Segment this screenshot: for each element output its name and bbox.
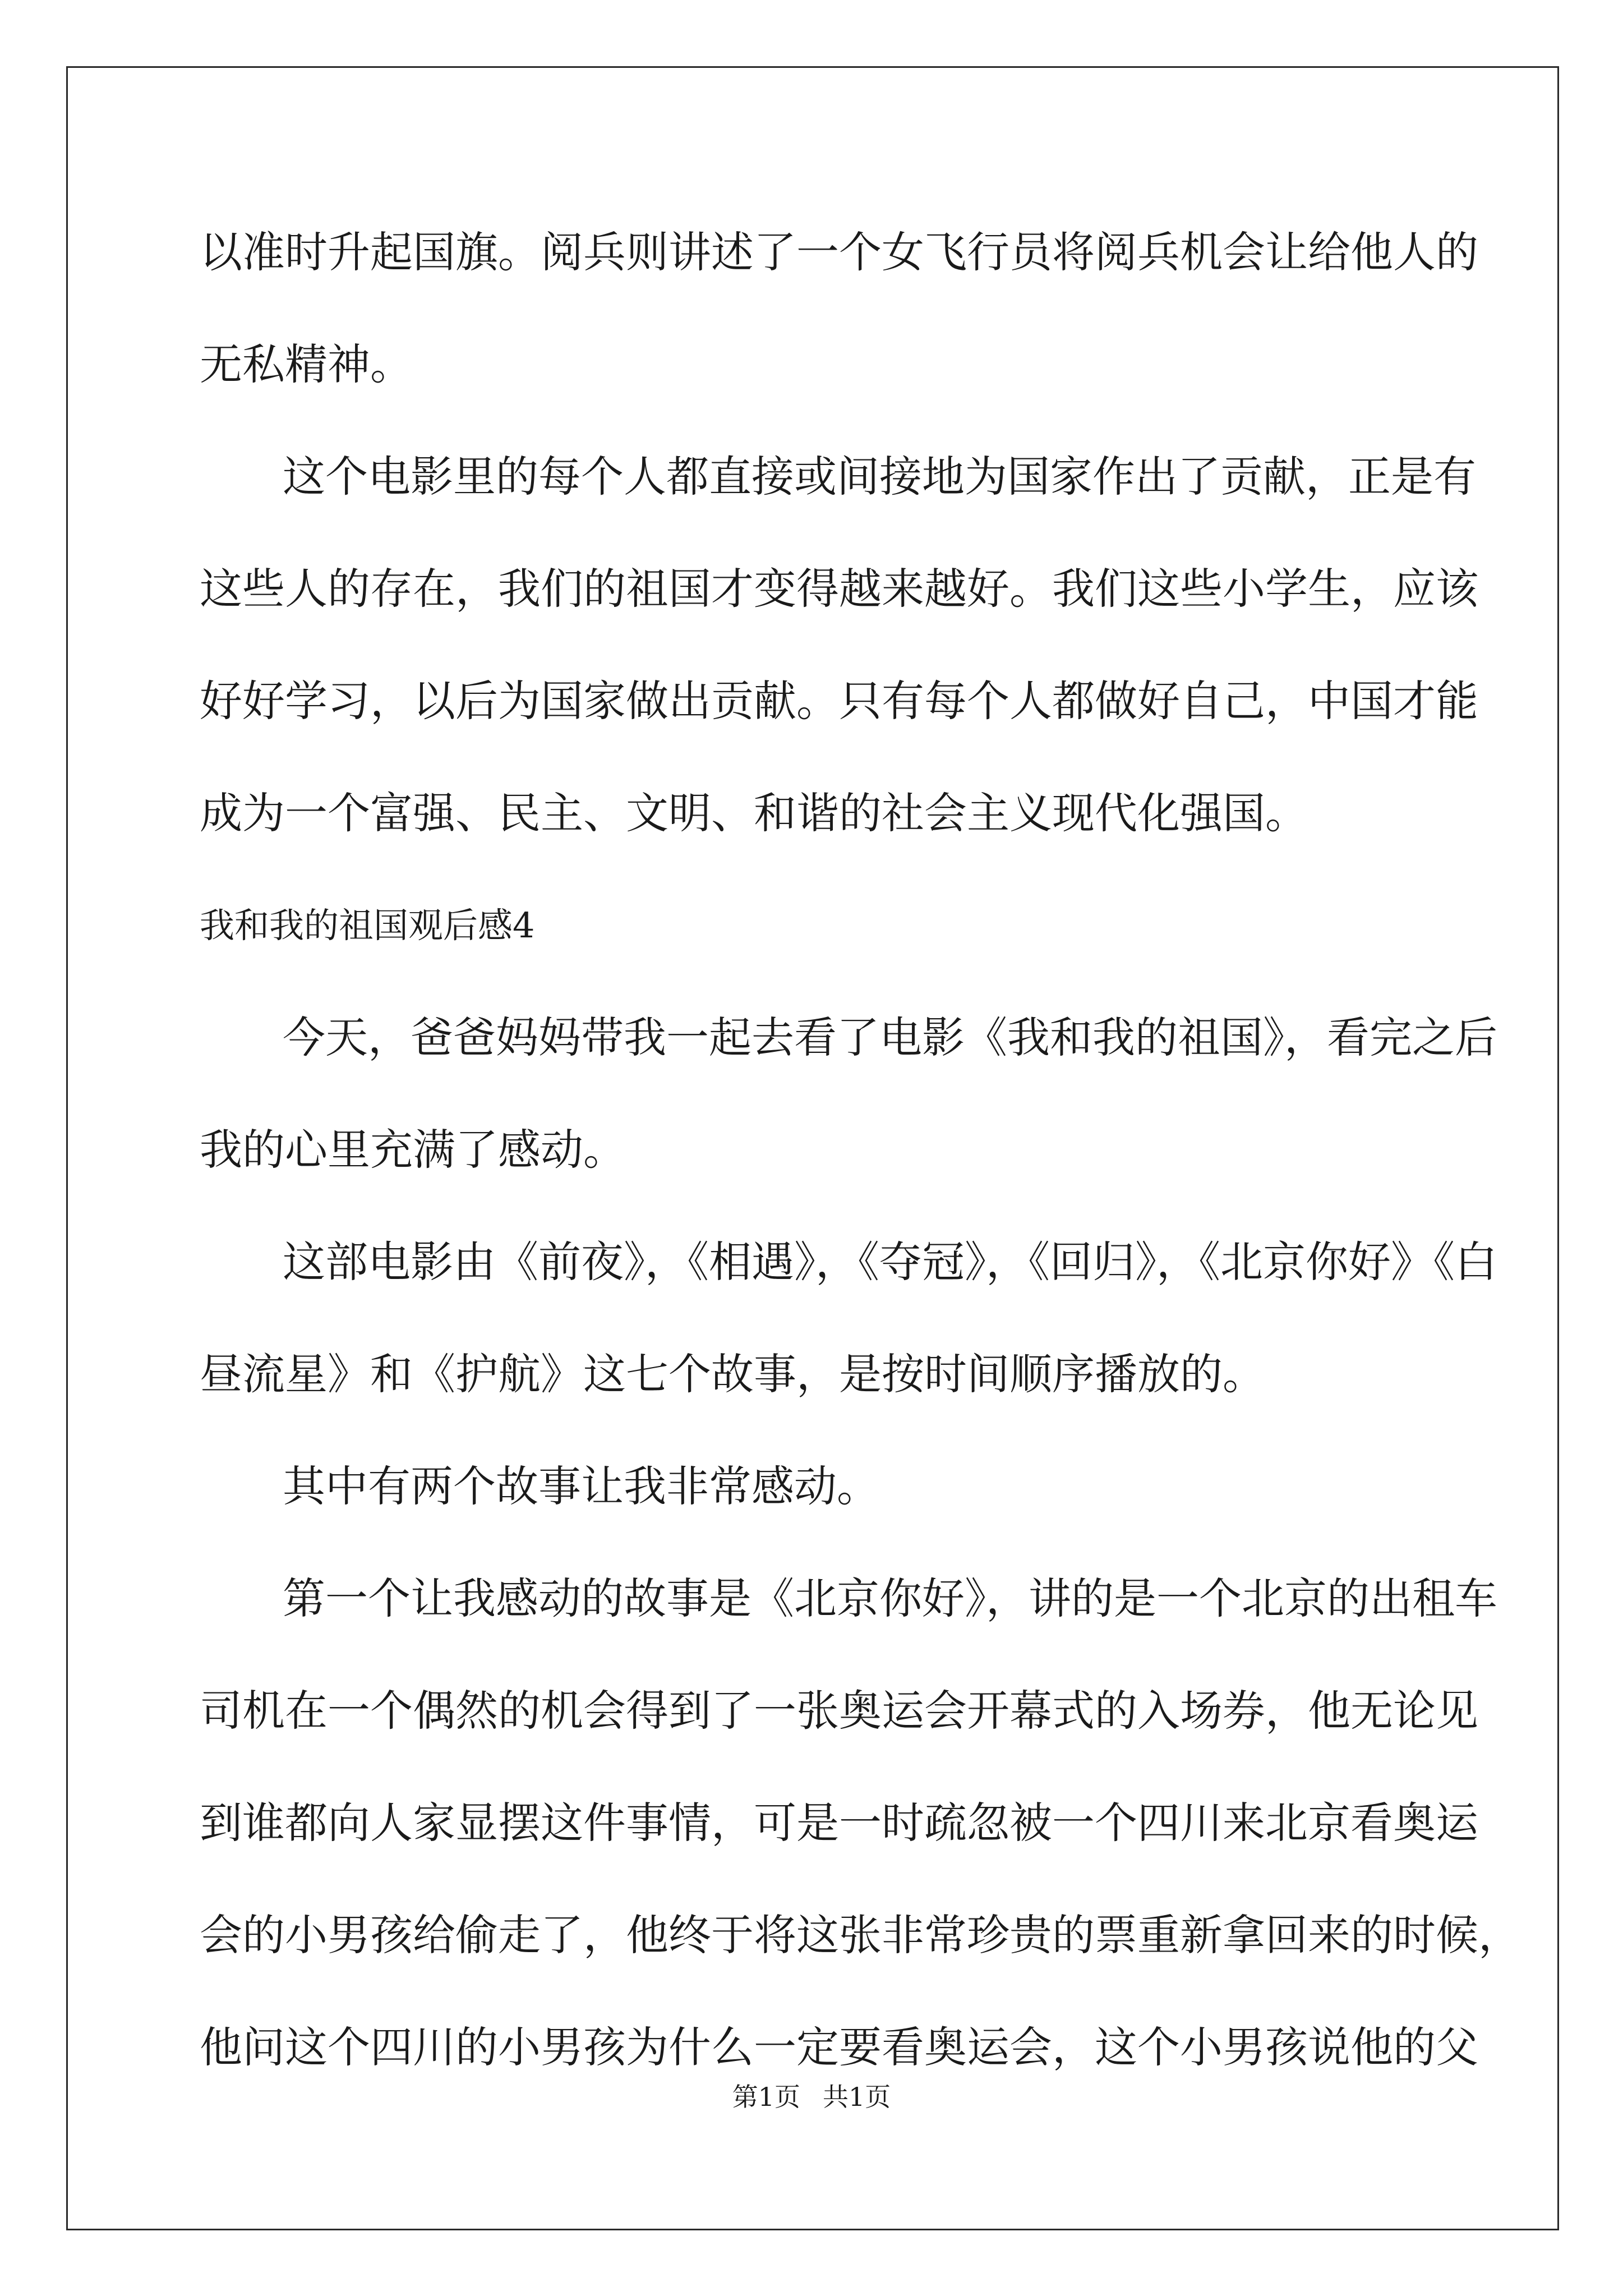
- text-line-10: 这部电影由《前夜》，《相遇》，《夺冠》，《回归》，《北京你好》《白: [283, 1237, 1497, 1287]
- text-line-5: 好好学习，以后为国家做出贡献。只有每个人都做好自己，中国才能: [200, 676, 1478, 726]
- text-line-15: 到谁都向人家显摆这件事情，可是一时疏忽被一个四川来北京看奥运: [200, 1798, 1478, 1848]
- page-number: 第1页: [732, 2082, 800, 2112]
- text-line-6: 成为一个富强、民主、文明、和谐的社会主义现代化强国。: [200, 788, 1308, 838]
- text-line-12: 其中有两个故事让我非常感动。: [283, 1461, 879, 1511]
- text-line-11: 昼流星》和《护航》这七个故事，是按时间顺序播放的。: [200, 1349, 1265, 1399]
- text-line-14: 司机在一个偶然的机会得到了一张奥运会开幕式的入场券，他无论见: [200, 1686, 1478, 1736]
- text-line-4: 这些人的存在，我们的祖国才变得越来越好。我们这些小学生，应该: [200, 564, 1478, 614]
- page-total: 共1页: [823, 2082, 891, 2112]
- text-line-9: 我的心里充满了感动。: [200, 1125, 626, 1175]
- page-footer: [0, 2077, 1623, 2114]
- section-heading: 我和我的祖国观后感4: [200, 905, 535, 946]
- text-line-17: 他问这个四川的小男孩为什么一定要看奥运会，这个小男孩说他的父: [200, 2022, 1478, 2072]
- text-line-8: 今天，爸爸妈妈带我一起去看了电影《我和我的祖国》，看完之后: [283, 1013, 1497, 1062]
- text-line-2: 无私精神。: [200, 339, 413, 389]
- text-line-16: 会的小男孩给偷走了，他终于将这张非常珍贵的票重新拿回来的时候，: [200, 1910, 1521, 1960]
- document-body: [200, 196, 1521, 2104]
- text-line-13: 第一个让我感动的故事是《北京你好》，讲的是一个北京的出租车: [283, 1573, 1497, 1623]
- text-line-1: 以准时升起国旗。阅兵则讲述了一个女飞行员将阅兵机会让给他人的: [200, 227, 1478, 277]
- text-line-3: 这个电影里的每个人都直接或间接地为国家作出了贡献，正是有: [283, 452, 1476, 501]
